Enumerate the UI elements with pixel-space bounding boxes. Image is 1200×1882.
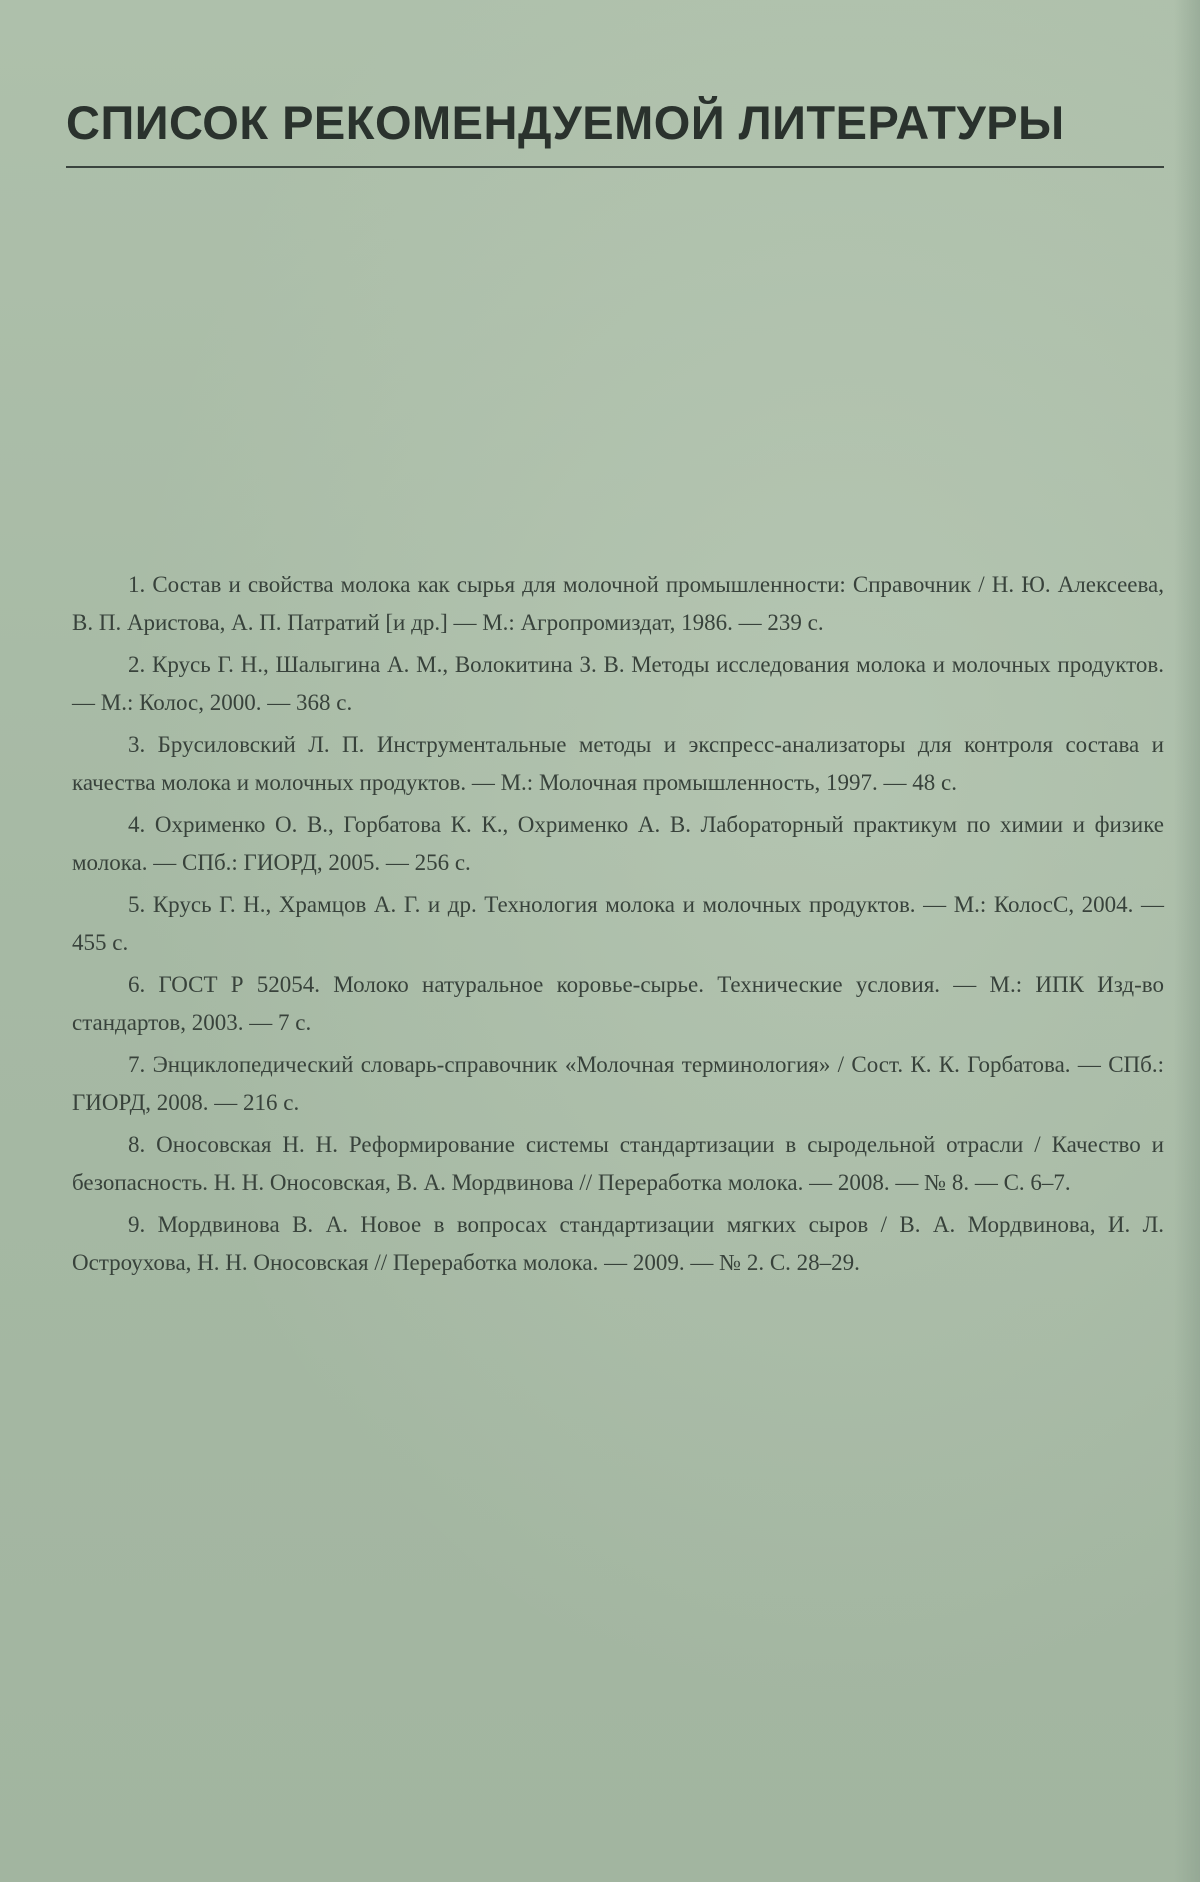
reference-item-6: 6. ГОСТ Р 52054. Молоко натуральное коровье-сырье. Технические условия. — М.: ИПК Изд-во стандартов, 2003. — 7 с. xyxy=(72,972,1164,1035)
title-underline xyxy=(66,166,1164,168)
reference-list xyxy=(72,566,1164,1286)
reference-item-3: 3. Брусиловский Л. П. Инструментальные методы и экспресс-анализаторы для контроля состава и качества молока и молочных продуктов. — М.: Молочная промышленность, 1997. — 48 с. xyxy=(72,732,1164,795)
reference-item-9: 9. Мордвинова В. А. Новое в вопросах стандартизации мягких сыров / В. А. Мордвинова, И. Л. Остроухова, Н. Н. Оносовская // Переработка молока. — 2009. — № 2. С. 28–29. xyxy=(72,1212,1164,1275)
page-edge-shadow xyxy=(1174,0,1200,1882)
reference-item-7: 7. Энциклопедический словарь-справочник «Молочная терминология» / Сост. К. К. Горбатова. — СПб.: ГИОРД, 2008. — 216 с. xyxy=(72,1052,1164,1115)
page-header xyxy=(66,96,1164,168)
reference-item-1: 1. Состав и свойства молока как сырья для молочной промышленности: Справочник / Н. Ю. Алексеева, В. П. Аристова, А. П. Патратий [и др.] — М.: Агропромиздат, 1986. — 239 с. xyxy=(72,572,1164,635)
page-title: СПИСОК РЕКОМЕНДУЕМОЙ ЛИТЕРАТУРЫ xyxy=(66,96,1065,149)
reference-item-2: 2. Крусь Г. Н., Шалыгина А. М., Волокитина З. В. Методы исследования молока и молочных продуктов. — М.: Колос, 2000. — 368 с. xyxy=(72,652,1164,715)
reference-item-4: 4. Охрименко О. В., Горбатова К. К., Охрименко А. В. Лабораторный практикум по химии и физике молока. — СПб.: ГИОРД, 2005. — 256 с. xyxy=(72,812,1164,875)
reference-item-8: 8. Оносовская Н. Н. Реформирование системы стандартизации в сыродельной отрасли / Качество и безопасность. Н. Н. Оносовская, В. А. Мордвинова // Переработка молока. — 2008. — № 8. — С. 6–7. xyxy=(72,1132,1164,1195)
reference-item-5: 5. Крусь Г. Н., Храмцов А. Г. и др. Технология молока и молочных продуктов. — М.: КолосС, 2004. — 455 с. xyxy=(72,892,1164,955)
